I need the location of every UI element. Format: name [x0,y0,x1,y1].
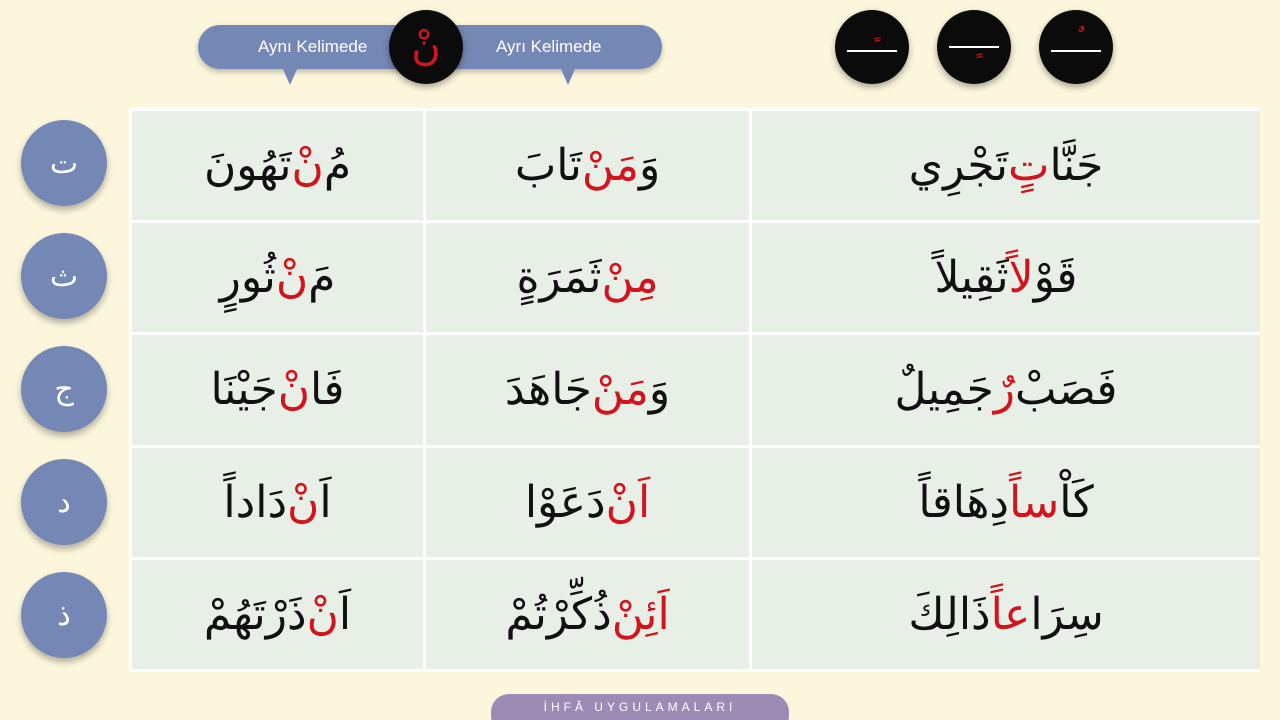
tanween-example: فَصَبْ رٌ جَمِيلٌ [752,335,1260,444]
separate-word-example: اَئِنْ ذُكِّرْتُمْ [426,560,749,669]
tanween-example: سِرَا عاً ذَالِكَ [752,560,1260,669]
separate-word-example: مِنْ ثَمَرَةٍ [426,223,749,332]
same-word-example: مَ نْ ثُورٍ [132,223,423,332]
separate-word-example: وَ مَنْ تَابَ [426,111,749,220]
separate-word-pointer [560,67,576,85]
same-word-example: فَا نْ جَيْنَا [132,335,423,444]
double-damma-icon [1039,10,1113,84]
same-word-example: اَ نْ ذَرْتَهُمْ [132,560,423,669]
double-kasra-icon [937,10,1011,84]
noon-sakin-badge: نْ [389,10,463,84]
tanween-example: جَنَّا تٍ تَجْرِي [752,111,1260,220]
separate-word-label: Ayrı Kelimede [496,37,602,56]
letter-circle-tha: ث [21,233,107,319]
letter-circle-dal: د [21,459,107,545]
footer-title: İHFÂ UYGULAMALARI [491,694,789,720]
tanween-example: كَاْ ساً دِهَاقاً [752,448,1260,557]
letter-circle-ta: ت [21,120,107,206]
examples-table [129,108,1259,672]
same-word-pointer [282,67,298,85]
same-word-label: Aynı Kelimede [258,37,368,56]
separate-word-example: وَ مَنْ جَاهَدَ [426,335,749,444]
separate-word-example: اَنْ دَعَوْا [426,448,749,557]
letter-circle-dhal: ذ [21,572,107,658]
letter-circle-jim: ج [21,346,107,432]
same-word-example: مُ نْ تَهُونَ [132,111,423,220]
tanween-example: قَوْ لاً ثَقِيلاً [752,223,1260,332]
same-word-example: اَ نْ دَاداً [132,448,423,557]
double-fatha-icon [835,10,909,84]
